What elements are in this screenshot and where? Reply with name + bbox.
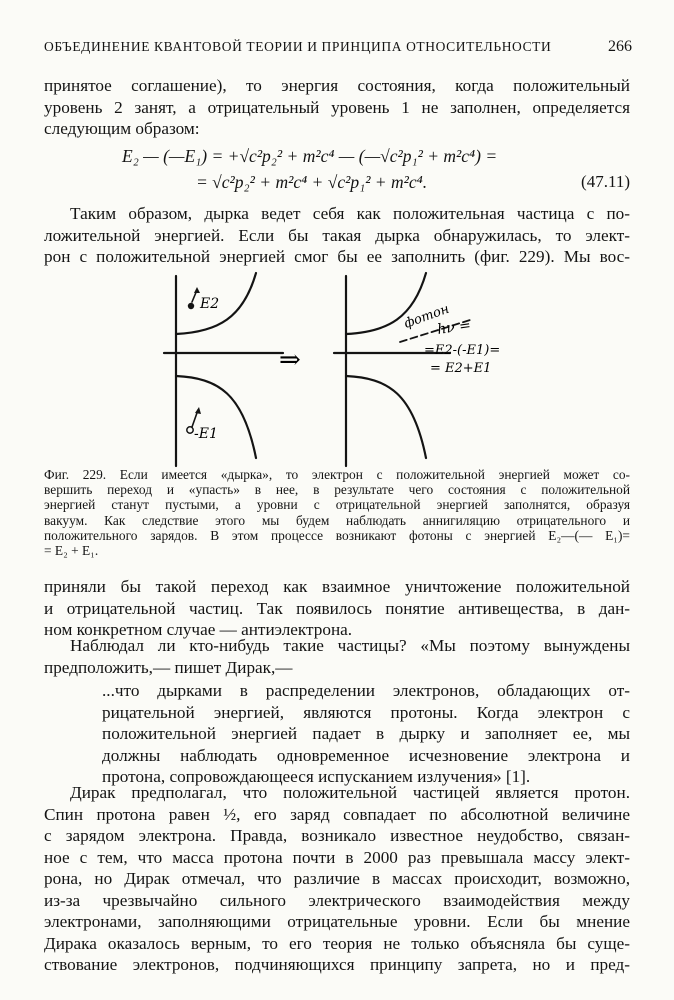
paragraph-4 [44,782,630,976]
transition-arrow: ⇒ [279,345,301,375]
lower-arrow-head [195,407,201,414]
paragraph-1 [44,203,630,268]
hv-line-3: = E2+E1 [430,361,492,376]
text-line: Дирака оказалось верным, то его теория не только объясняла бы суще- [44,933,630,953]
paragraph-3 [44,635,630,678]
quote-line: ...что дырками в распределении электронов, обладающих от- [102,681,630,700]
right-lower-branch [346,376,426,458]
text-line: ном конкретном случае — антиэлектрона. [44,620,353,639]
caption-line: = E₂ + E₁. [44,543,99,559]
equation-line-1: E₂ — (—E₁) = +√c²p₂² + m²c⁴ — (—√c²p₁² + m²c⁴) = [122,146,498,166]
quote-line: протона, сопровождающееся испусканием излучения» [1]. [102,767,531,786]
running-header [44,38,632,56]
caption-line: вакуум. Как следствие этого мы будем наблюдать аннигиляцию отрицательного и [44,512,630,528]
equation-line-2: = √c²p₂² + m²c⁴ + √c²p₁² + m²c⁴. [196,172,428,192]
text-line: рона, но Дирак отмечал, что различие в массах происходит, возможно, [44,869,630,888]
text-line: предположить,— пишет Дирак,— [44,657,293,677]
label-e2: E2 [200,296,220,312]
text-line: Дирак предполагал, что положительной частицей является протон. [70,783,630,802]
equation-number: (47.11) [581,172,630,191]
text-line: следующим образом: [44,119,200,138]
text-line: Спин протона равен ½, его заряд совпадает по абсолютной величине [44,804,630,824]
caption-line: положительного зарядов. В этом процессе возникают фотоны с энергией E₂—(— E₁)= [44,527,630,543]
paragraph-2 [44,576,630,641]
text-line: уровень 2 занят, а отрицательный уровень 1 не заполнен, определяется [44,97,630,117]
photon-label: фотон [402,301,452,332]
text-line: ствование электронов, подчиняющихся принципу запрета, но и пред- [44,955,630,974]
hv-line-1: hν = [436,317,472,338]
left-lower-branch [176,376,256,458]
hv-line-2: =E2-(-E1)= [424,343,501,358]
quote-line: должны наблюдать одновременное исчезновение электрона и [102,745,630,765]
text-line: ное с тем, что масса протона почти в 2000 раз превышала массу элект- [44,847,630,867]
chapter-title: ОБЪЕДИНЕНИЕ КВАНТОВОЙ ТЕОРИИ И ПРИНЦИПА ОТНОСИТЕЛЬНОСТИ [44,39,552,54]
upper-arrow-head [194,287,200,293]
text-line: ложительной энергией. Если бы такая дырка обнаружилась, то элект- [44,225,630,245]
text-line: с зарядом электрона. Правда, возникало известное неудобство, связан- [44,826,630,845]
electron-dot [188,303,194,309]
text-line: Наблюдал ли кто-нибудь такие частицы? «Мы поэтому вынуждены [70,636,630,655]
label-minus-e1: -E1 [194,426,218,442]
text-line: рон с положительной энергией смог бы ее заполнить (фиг. 229). Мы вос- [44,247,630,266]
figure-caption [44,467,630,558]
text-line: приняли бы такой переход как взаимное уничтожение положительной [44,577,630,596]
caption-line: вершить переход и «упасть» в нее, в результате чего состояния с положительной [44,482,630,498]
text-line: из-за чрезвычайно сильного электрического взаимодействия между [44,890,630,910]
caption-line: энергией станут пустыми, а уровни с отрицательной энергией заполнятся, образуя [44,497,630,513]
figure-229 [148,268,518,468]
page-number: 266 [608,38,632,55]
hole-circle [187,427,193,433]
text-line: электронами, заполняющими отрицательные уровни. Если бы мнение [44,912,630,931]
caption-line: Фиг. 229. Если имеется «дырка», то электрон с положительной энергией может со- [44,467,630,482]
text-line: принятое соглашение), то энергия состояния, когда положительный [44,76,630,95]
quote-line: положительной энергией падает в дырку и заполняет ее, мы [102,724,630,743]
dirac-quote [102,680,630,788]
quote-line: рицательной энергией, являются протоны. Когда электрон с [102,702,630,722]
intro-paragraph [44,75,630,140]
text-line: и отрицательной частиц. Так появилось понятие антивещества, в дан- [44,598,630,618]
text-line: Таким образом, дырка ведет себя как положительная частица с по- [70,204,630,223]
